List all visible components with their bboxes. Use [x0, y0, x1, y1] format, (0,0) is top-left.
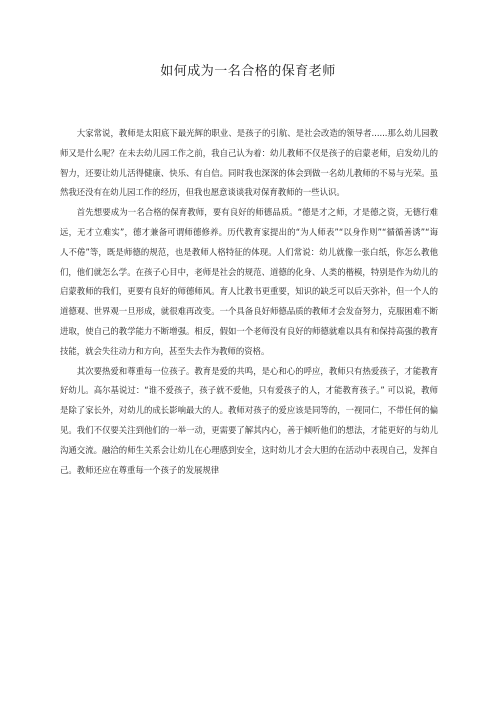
- paragraph-2: 首先想要成为一名合格的保育教师，要有良好的师德品质。“德是才之师，才是德之资，无德行难远，无才立难实”，德才兼备可谓师德修养。历代教育家提出的“为人师表”“以身作则”“循循善诱”“诲人不倦”等，既是师德的规范，也是教师人格特征的体现。人们常说：幼儿就像一张白纸，你怎么教他们，他们就怎么学。在孩子心目中，老师是社会的规范、道德的化身、人类的楷模，特别是作为幼儿的启蒙教师的我们，更要有良好的师德师风。育人比教书更重要，知识的缺乏可以后天弥补，但一个人的道德观、世界观一旦形成，就很难再改变。一个具备良好师德品质的教师才会发奋努力，克服困难不断进取，使自己的教学能力不断增强。相反，假如一个老师没有良好的师德就难以具有和保持高强的教育技能，就会失往动力和方向，甚至失去作为教师的资格。: [60, 207, 438, 356]
- paragraph-1: 大家常说，教师是太阳底下最光辉的职业、是孩子的引航、是社会改造的领导者......那么幼儿园教师又是什么呢？在未去幼儿园工作之前，我自己认为着：幼儿教师不仅是孩子的启蒙老师，启发幼儿的智力，还要让幼儿活得健康、快乐、有自信。同时我也深深的体会到做一名幼儿教师的不易与光荣。虽然我还没有在幼儿园工作的经历，但我也愿意谈谈我对保育教师的一些认识。: [60, 128, 438, 198]
- paragraph-3: 其次要热爱和尊重每一位孩子。教育是爱的共鸣，是心和心的呼应，教师只有热爱孩子，才能教育好幼儿。高尔基说过：“谁不爱孩子，孩子就不爱他，只有爱孩子的人，才能教育孩子。” 可以说，教师是除了家长外，对幼儿的成长影响最大的人。教师对孩子的爱应该是同等的，一视同仁，不带任何的偏见。我们不仅要关注到他们的一举一动，更需要了解其内心，善于倾听他们的想法，才能更好的与幼儿沟通交流。融洽的师生关系会让幼儿在心理感到安全，这时幼儿才会大胆的在活动中表现自己，发挥自己。教师还应在尊重每一个孩子的发展规律: [60, 365, 438, 475]
- document-body: [60, 124, 438, 480]
- document-title: 如何成为一名合格的保育老师: [160, 64, 336, 79]
